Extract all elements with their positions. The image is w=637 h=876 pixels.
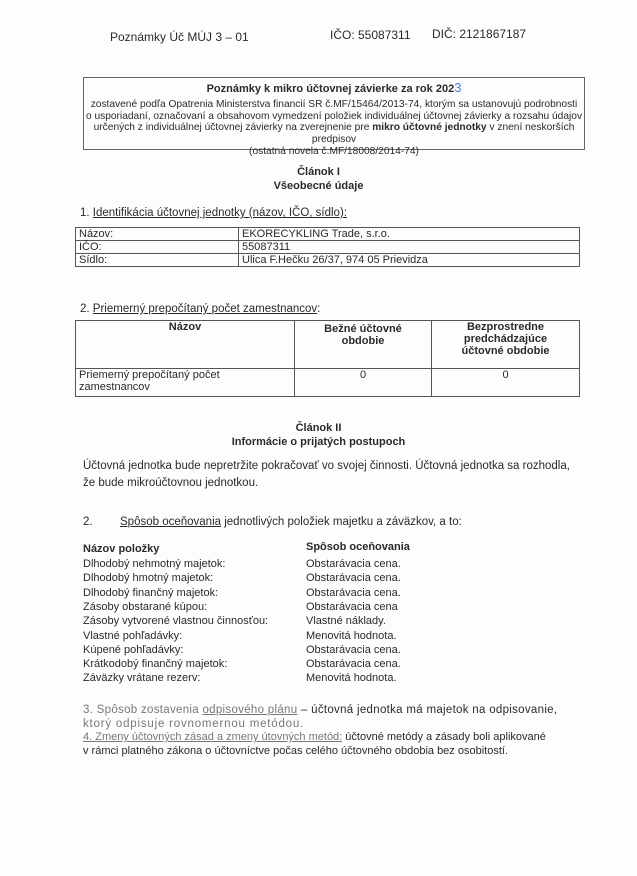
valuation-method: Obstarávacia cena. (306, 658, 401, 671)
section3-text: ktorý odpisuje rovnomernou metódou. (83, 718, 305, 730)
valuation-method: Obstarávacia cena (306, 600, 398, 613)
article2-heading: Článok II (295, 422, 342, 434)
article1-subheading: Všeobecné údaje (273, 180, 364, 192)
valuation-method: Obstarávacia cena. (306, 586, 401, 599)
continuity-text: Účtovná jednotka bude nepretržite pokračovať vo svojej činnosti. Účtovná jednotka sa rozhodla, (83, 460, 570, 472)
table-row: Názov: EKORECYKLING Trade, s.r.o. (76, 228, 580, 241)
valuation-item: Dlhodobý finančný majetok: (83, 586, 219, 599)
valuation-method: Obstarávacia cena. (306, 643, 401, 656)
valuation-method: Vlastné náklady. (306, 615, 386, 628)
valuation-col-method: Spôsob oceňovania (306, 541, 410, 553)
section1-heading: 1. Identifikácia účtovnej jednotky (názov, IČO, sídlo): (80, 207, 347, 219)
valuation-heading: 2. Spôsob oceňovania jednotlivých položiek majetku a záväzkov, a to: (83, 516, 462, 528)
section4-text: v rámci platného zákona o účtovníctve počas celého účtovného obdobia bez osobitostí. (83, 745, 508, 757)
table-row: Sídlo: Ulica F.Hečku 26/37, 974 05 Prievidza (76, 254, 580, 267)
valuation-method: Obstarávacia cena. (306, 558, 401, 570)
valuation-method: Menovitá hodnota. (306, 629, 397, 642)
header-ico: IČO: 55087311 (330, 28, 411, 42)
section3-text: 3. Spôsob zostavenia odpisového plánu – účtovná jednotka má majetok na odpisovanie, (83, 704, 558, 716)
valuation-method: Obstarávacia cena. (306, 572, 401, 585)
article2-subheading: Informácie o prijatých postupoch (231, 436, 406, 448)
valuation-item: Zásoby obstarané kúpou: (83, 600, 208, 613)
section2-heading: 2. Priemerný prepočítaný počet zamestnancov: (80, 303, 321, 315)
valuation-item: Záväzky vrátane rezerv: (83, 672, 201, 685)
valuation-item: Vlastné pohľadávky: (83, 629, 183, 642)
valuation-method: Menovitá hodnota. (306, 672, 397, 685)
title-line: (ostatná novela č.MF/18008/2014-74) (249, 145, 419, 157)
valuation-col-name: Názov položky (83, 543, 160, 555)
title-line: určených z individuálnej účtovnej závierky na zverejnenie pre mikro účtovné jednotky v znení neskorších predpisov (93, 122, 575, 146)
valuation-item: Krátkodobý finančný majetok: (83, 658, 228, 671)
valuation-item: Dlhodobý nehmotný majetok: (83, 558, 226, 570)
table-row: IČO: 55087311 (76, 241, 580, 254)
notes-title: Poznámky k mikro účtovnej závierke za rok 2023 (206, 80, 462, 95)
handwritten-year-digit: 3 (454, 80, 462, 95)
valuation-item: Dlhodobý hmotný majetok: (83, 572, 214, 585)
header-dic: DIČ: 2121867187 (432, 27, 527, 41)
employees-table (75, 320, 580, 397)
article1-heading: Článok I (297, 166, 340, 178)
table-header-row: Názov Bežné účtovné obdobie Bezprostredne predchádzajúce účtovné obdobie (76, 321, 580, 369)
continuity-text: že bude mikroúčtovnou jednotkou. (83, 477, 259, 489)
doc-code: Poznámky Úč MÚJ 3 – 01 (110, 30, 249, 44)
identification-table (75, 227, 580, 267)
valuation-item: Zásoby vytvorené vlastnou činnosťou: (83, 615, 269, 628)
title-line: zostavené podľa Opatrenia Ministerstva financií SR č.MF/15464/2013-74, ktorým sa ustanovujú podrobnosti (90, 98, 578, 110)
valuation-item: Kúpené pohľadávky: (83, 643, 184, 656)
section4-text: 4. Zmeny účtovných zásad a zmeny útovných metód: účtovné metódy a zásady boli aplikované (83, 731, 546, 743)
title-line: o usporiadaní, označovaní a obsahovom vymedzení položiek individuálnej účtovnej závierky a rozsahu údajov (85, 110, 583, 122)
table-row: Priemerný prepočítaný počet zamestnancov 0 0 (76, 369, 580, 397)
title-box (83, 77, 585, 157)
